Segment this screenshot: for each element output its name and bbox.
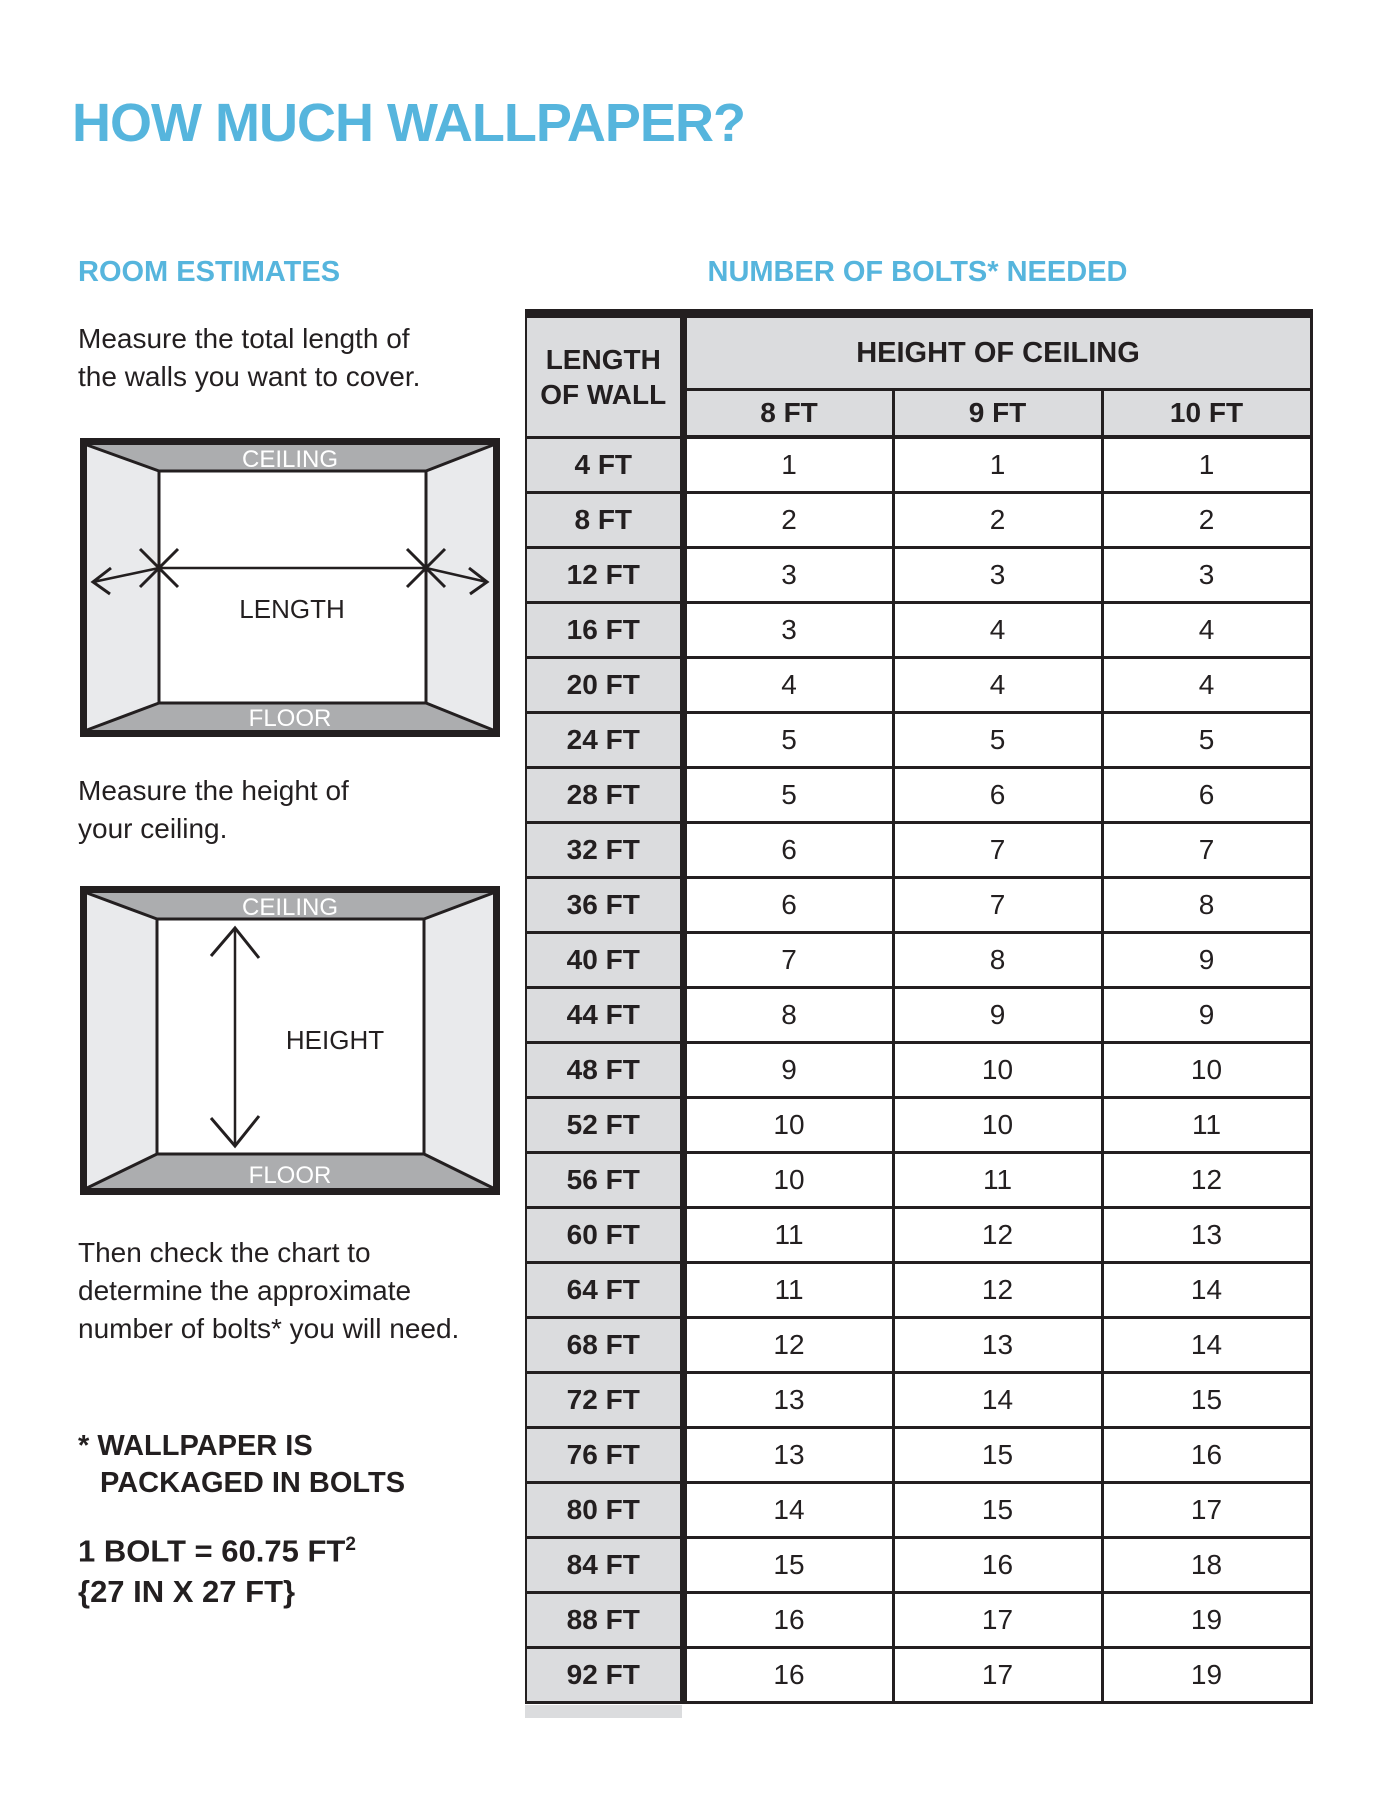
bolt-count-cell: 4 xyxy=(1102,657,1311,712)
length-of-wall-header: LENGTH OF WALL xyxy=(526,314,683,438)
ceiling-height-column-header: 8 FT xyxy=(683,390,893,438)
ceiling-height-column-header: 10 FT xyxy=(1102,390,1311,438)
bolt-count-cell: 2 xyxy=(683,492,893,547)
table-row xyxy=(526,712,1311,767)
room-height-diagram-graphic xyxy=(80,886,500,1195)
wall-length-cell: 8 FT xyxy=(526,492,683,547)
bolt-count-cell: 11 xyxy=(683,1207,893,1262)
bolt-count-cell: 6 xyxy=(683,877,893,932)
wall-length-cell: 88 FT xyxy=(526,1592,683,1647)
page-title: HOW MUCH WALLPAPER? xyxy=(72,93,745,154)
bolt-count-cell: 19 xyxy=(1102,1647,1311,1702)
bolt-count-cell: 1 xyxy=(683,437,893,492)
table-row xyxy=(526,1317,1311,1372)
bolt-count-cell: 15 xyxy=(683,1537,893,1592)
length-label: LENGTH xyxy=(239,594,345,624)
bolt-count-cell: 16 xyxy=(1102,1427,1311,1482)
instruction-line: Then check the chart to xyxy=(78,1237,371,1268)
bolt-count-cell: 4 xyxy=(893,657,1102,712)
wall-length-cell: 80 FT xyxy=(526,1482,683,1537)
bolt-count-cell: 14 xyxy=(1102,1317,1311,1372)
table-row xyxy=(526,1647,1311,1702)
bolt-count-cell: 12 xyxy=(893,1207,1102,1262)
table-group-header-row xyxy=(526,314,1311,390)
bolt-count-cell: 3 xyxy=(683,547,893,602)
bolts-needed-table xyxy=(525,309,1313,1704)
wall-length-cell: 76 FT xyxy=(526,1427,683,1482)
table-row xyxy=(526,492,1311,547)
bolt-count-cell: 10 xyxy=(683,1097,893,1152)
bolt-count-cell: 9 xyxy=(683,1042,893,1097)
bolt-count-cell: 12 xyxy=(683,1317,893,1372)
wall-length-cell: 16 FT xyxy=(526,602,683,657)
wallpaper-bolts-footnote xyxy=(78,1428,405,1502)
bolt-count-cell: 5 xyxy=(683,767,893,822)
table-row xyxy=(526,987,1311,1042)
table-row xyxy=(526,437,1311,492)
room-estimates-heading: ROOM ESTIMATES xyxy=(78,256,341,288)
left-wall-surface xyxy=(87,445,159,730)
bolt-count-cell: 6 xyxy=(683,822,893,877)
table-row xyxy=(526,1537,1311,1592)
wall-length-cell: 84 FT xyxy=(526,1537,683,1592)
bolt-count-cell: 1 xyxy=(1102,437,1311,492)
bolt-count-cell: 5 xyxy=(1102,712,1311,767)
bolt-count-cell: 18 xyxy=(1102,1537,1311,1592)
table-row xyxy=(526,1042,1311,1097)
wall-length-cell: 56 FT xyxy=(526,1152,683,1207)
bolt-count-cell: 10 xyxy=(893,1042,1102,1097)
bolt-count-cell: 13 xyxy=(1102,1207,1311,1262)
table-row xyxy=(526,547,1311,602)
bolt-count-cell: 9 xyxy=(1102,987,1311,1042)
room-length-diagram-graphic xyxy=(80,438,500,737)
bolt-count-cell: 6 xyxy=(893,767,1102,822)
bolt-size-text: 1 BOLT = 60.75 FT xyxy=(78,1533,346,1569)
bolt-count-cell: 2 xyxy=(1102,492,1311,547)
wall-length-cell: 28 FT xyxy=(526,767,683,822)
bolt-count-cell: 19 xyxy=(1102,1592,1311,1647)
right-wall-surface xyxy=(424,893,493,1188)
bolt-size-spec xyxy=(78,1524,356,1612)
table-row xyxy=(526,657,1311,712)
bolt-count-cell: 4 xyxy=(1102,602,1311,657)
bolt-count-cell: 10 xyxy=(1102,1042,1311,1097)
instruction-line: Measure the total length of xyxy=(78,323,410,354)
bolt-count-cell: 7 xyxy=(1102,822,1311,877)
wall-length-cell: 44 FT xyxy=(526,987,683,1042)
bolt-count-cell: 16 xyxy=(893,1537,1102,1592)
bolt-count-cell: 14 xyxy=(683,1482,893,1537)
bolt-dimensions-line: {27 IN X 27 FT} xyxy=(78,1574,296,1610)
bolt-count-cell: 13 xyxy=(893,1317,1102,1372)
wall-length-cell: 52 FT xyxy=(526,1097,683,1152)
room-length-diagram xyxy=(80,438,500,742)
table-row xyxy=(526,602,1311,657)
table-row xyxy=(526,1152,1311,1207)
ceiling-label: CEILING xyxy=(241,894,339,921)
bolt-count-cell: 12 xyxy=(1102,1152,1311,1207)
height-label: HEIGHT xyxy=(285,1025,385,1055)
bolt-count-cell: 5 xyxy=(893,712,1102,767)
wall-length-cell: 20 FT xyxy=(526,657,683,712)
bolt-count-cell: 15 xyxy=(1102,1372,1311,1427)
bolt-count-cell: 16 xyxy=(683,1647,893,1702)
bolt-size-line xyxy=(78,1524,356,1571)
table-row xyxy=(526,1097,1311,1152)
bolt-count-cell: 11 xyxy=(683,1262,893,1317)
instruction-line: number of bolts* you will need. xyxy=(78,1313,460,1344)
measure-length-instruction xyxy=(78,320,420,396)
wall-length-cell: 64 FT xyxy=(526,1262,683,1317)
floor-label: FLOOR xyxy=(248,1162,332,1189)
bolt-count-cell: 8 xyxy=(893,932,1102,987)
bolt-count-cell: 7 xyxy=(893,822,1102,877)
bolt-count-cell: 17 xyxy=(893,1592,1102,1647)
bolt-count-cell: 1 xyxy=(893,437,1102,492)
left-wall-surface xyxy=(87,893,157,1188)
back-wall-surface xyxy=(159,471,426,703)
wall-length-cell: 32 FT xyxy=(526,822,683,877)
wall-length-cell: 72 FT xyxy=(526,1372,683,1427)
wall-length-cell: 60 FT xyxy=(526,1207,683,1262)
floor-label: FLOOR xyxy=(248,705,332,732)
bolt-count-cell: 15 xyxy=(893,1482,1102,1537)
bolt-count-cell: 15 xyxy=(893,1427,1102,1482)
bolt-count-cell: 3 xyxy=(1102,547,1311,602)
bolt-count-cell: 6 xyxy=(1102,767,1311,822)
footnote-line: PACKAGED IN BOLTS xyxy=(100,1467,406,1499)
bolt-count-cell: 4 xyxy=(683,657,893,712)
instruction-line: Measure the height of xyxy=(78,775,349,806)
wall-length-cell: 12 FT xyxy=(526,547,683,602)
check-chart-instruction xyxy=(78,1234,459,1348)
table-footer-strip xyxy=(525,1705,682,1718)
bolt-count-cell: 16 xyxy=(683,1592,893,1647)
bolt-count-cell: 9 xyxy=(893,987,1102,1042)
wall-length-cell: 36 FT xyxy=(526,877,683,932)
footnote-line: * WALLPAPER IS xyxy=(78,1430,313,1462)
bolt-count-cell: 14 xyxy=(893,1372,1102,1427)
bolt-count-cell: 8 xyxy=(1102,877,1311,932)
table-row xyxy=(526,822,1311,877)
wall-length-cell: 92 FT xyxy=(526,1647,683,1702)
bolt-count-cell: 2 xyxy=(893,492,1102,547)
instruction-line: the walls you want to cover. xyxy=(78,361,421,392)
bolts-table-heading: NUMBER OF BOLTS* NEEDED xyxy=(707,256,1128,288)
room-height-diagram xyxy=(80,886,500,1200)
bolt-count-cell: 14 xyxy=(1102,1262,1311,1317)
right-wall-surface xyxy=(426,445,493,730)
table-row xyxy=(526,932,1311,987)
table-row xyxy=(526,1592,1311,1647)
table-body xyxy=(526,437,1311,1702)
bolt-count-cell: 3 xyxy=(683,602,893,657)
instruction-line: your ceiling. xyxy=(78,813,228,844)
bolt-count-cell: 10 xyxy=(683,1152,893,1207)
bolt-count-cell: 7 xyxy=(893,877,1102,932)
bolt-count-cell: 7 xyxy=(683,932,893,987)
wall-length-cell: 4 FT xyxy=(526,437,683,492)
ceiling-label: CEILING xyxy=(241,446,339,473)
instruction-line: determine the approximate xyxy=(78,1275,412,1306)
wall-length-cell: 40 FT xyxy=(526,932,683,987)
bolt-count-cell: 5 xyxy=(683,712,893,767)
wall-length-cell: 48 FT xyxy=(526,1042,683,1097)
bolt-count-cell: 11 xyxy=(893,1152,1102,1207)
bolt-count-cell: 9 xyxy=(1102,932,1311,987)
bolt-count-cell: 11 xyxy=(1102,1097,1311,1152)
table-row xyxy=(526,877,1311,932)
table-row xyxy=(526,1372,1311,1427)
bolt-count-cell: 13 xyxy=(683,1427,893,1482)
bolt-count-cell: 17 xyxy=(893,1647,1102,1702)
wall-length-cell: 68 FT xyxy=(526,1317,683,1372)
height-of-ceiling-header: HEIGHT OF CEILING xyxy=(683,314,1311,390)
table-row xyxy=(526,1482,1311,1537)
wall-length-cell: 24 FT xyxy=(526,712,683,767)
squared-superscript: 2 xyxy=(345,1534,356,1555)
bolt-count-cell: 3 xyxy=(893,547,1102,602)
bolt-count-cell: 4 xyxy=(893,602,1102,657)
bolt-count-cell: 10 xyxy=(893,1097,1102,1152)
bolt-count-cell: 17 xyxy=(1102,1482,1311,1537)
bolt-count-cell: 13 xyxy=(683,1372,893,1427)
measure-height-instruction xyxy=(78,772,349,848)
table-row xyxy=(526,1262,1311,1317)
table-row xyxy=(526,767,1311,822)
bolt-count-cell: 12 xyxy=(893,1262,1102,1317)
ceiling-height-column-header: 9 FT xyxy=(893,390,1102,438)
table-row xyxy=(526,1207,1311,1262)
bolt-count-cell: 8 xyxy=(683,987,893,1042)
table-row xyxy=(526,1427,1311,1482)
